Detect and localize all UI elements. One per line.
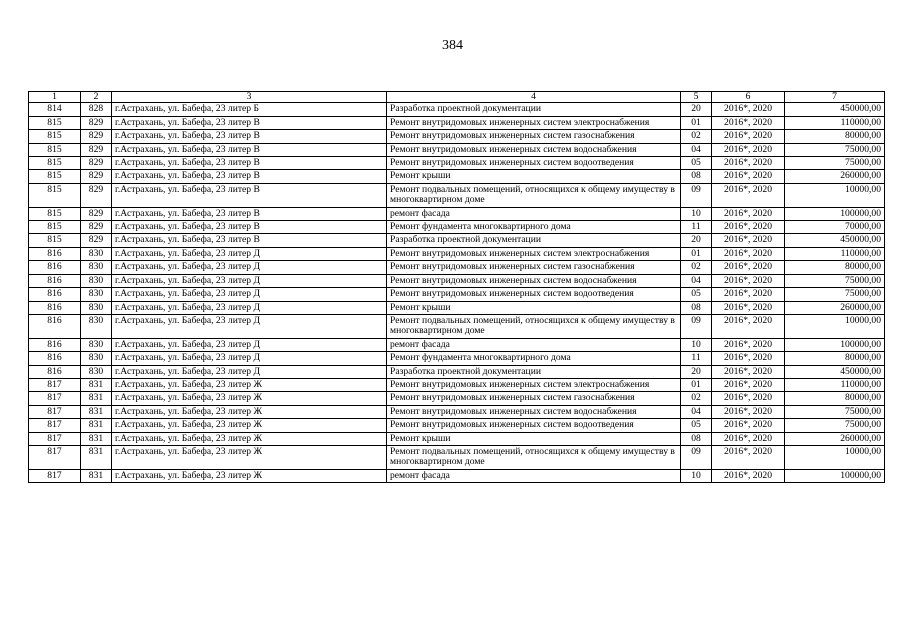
cell-address: г.Астрахань, ул. Бабефа, 23 литер В — [112, 157, 387, 170]
cell-years: 2016*, 2020 — [712, 469, 785, 482]
cell-address: г.Астрахань, ул. Бабефа, 23 литер Д — [112, 352, 387, 365]
cell-address: г.Астрахань, ул. Бабефа, 23 литер В — [112, 170, 387, 183]
cell-address: г.Астрахань, ул. Бабефа, 23 литер В — [112, 143, 387, 156]
cell-row-number: 817 — [29, 432, 81, 445]
cell-row-number: 815 — [29, 157, 81, 170]
cell-years: 2016*, 2020 — [712, 314, 785, 338]
cell-row-number: 815 — [29, 207, 81, 220]
cell-address: г.Астрахань, ул. Бабефа, 23 литер В — [112, 183, 387, 207]
cell-row-number: 815 — [29, 116, 81, 129]
cell-house-id: 829 — [81, 143, 112, 156]
cell-address: г.Астрахань, ул. Бабефа, 23 литер Ж — [112, 392, 387, 405]
table-body — [29, 92, 885, 483]
cell-work-type: Ремонт фундамента многоквартирного дома — [387, 352, 681, 365]
table-row — [29, 157, 885, 170]
header-cell: 3 — [112, 92, 387, 103]
cell-row-number: 815 — [29, 183, 81, 207]
cell-address: г.Астрахань, ул. Бабефа, 23 литер Ж — [112, 419, 387, 432]
cell-cost: 110000,00 — [785, 378, 885, 391]
table-row — [29, 103, 885, 116]
cell-work-type: Ремонт внутридомовых инженерных систем газоснабжения — [387, 261, 681, 274]
cell-work-type: Разработка проектной документации — [387, 365, 681, 378]
cell-cost: 80000,00 — [785, 130, 885, 143]
cell-work-code: 04 — [681, 274, 712, 287]
table-row — [29, 419, 885, 432]
table-row — [29, 469, 885, 482]
cell-cost: 75000,00 — [785, 274, 885, 287]
cell-house-id: 831 — [81, 405, 112, 418]
cell-house-id: 829 — [81, 170, 112, 183]
cell-row-number: 816 — [29, 365, 81, 378]
cell-house-id: 831 — [81, 445, 112, 469]
cell-years: 2016*, 2020 — [712, 419, 785, 432]
cell-work-type: Ремонт подвальных помещений, относящихся к общему имуществу в многоквартирном доме — [387, 314, 681, 338]
cell-row-number: 817 — [29, 392, 81, 405]
cell-row-number: 815 — [29, 221, 81, 234]
cell-house-id: 830 — [81, 261, 112, 274]
cell-work-code: 05 — [681, 419, 712, 432]
table-row — [29, 130, 885, 143]
cell-work-code: 10 — [681, 207, 712, 220]
cell-work-type: ремонт фасада — [387, 469, 681, 482]
cell-address: г.Астрахань, ул. Бабефа, 23 литер Ж — [112, 405, 387, 418]
table-row — [29, 432, 885, 445]
table-row — [29, 221, 885, 234]
cell-house-id: 831 — [81, 432, 112, 445]
cell-years: 2016*, 2020 — [712, 247, 785, 260]
cell-work-type: Ремонт внутридомовых инженерных систем водоснабжения — [387, 143, 681, 156]
cell-row-number: 817 — [29, 419, 81, 432]
table-row — [29, 338, 885, 351]
cell-address: г.Астрахань, ул. Бабефа, 23 литер В — [112, 221, 387, 234]
cell-cost: 100000,00 — [785, 469, 885, 482]
cell-row-number: 815 — [29, 130, 81, 143]
cell-work-code: 04 — [681, 143, 712, 156]
cell-cost: 110000,00 — [785, 116, 885, 129]
cell-house-id: 830 — [81, 288, 112, 301]
cell-years: 2016*, 2020 — [712, 116, 785, 129]
table-row — [29, 261, 885, 274]
table-row — [29, 301, 885, 314]
cell-work-code: 11 — [681, 352, 712, 365]
cell-cost: 75000,00 — [785, 405, 885, 418]
cell-years: 2016*, 2020 — [712, 365, 785, 378]
cell-cost: 75000,00 — [785, 143, 885, 156]
cell-years: 2016*, 2020 — [712, 301, 785, 314]
table-row — [29, 116, 885, 129]
cell-address: г.Астрахань, ул. Бабефа, 23 литер Д — [112, 247, 387, 260]
cell-work-type: Ремонт подвальных помещений, относящихся к общему имуществу в многоквартирном доме — [387, 445, 681, 469]
cell-work-type: Ремонт внутридомовых инженерных систем водоснабжения — [387, 405, 681, 418]
cell-cost: 450000,00 — [785, 234, 885, 247]
cell-address: г.Астрахань, ул. Бабефа, 23 литер Д — [112, 274, 387, 287]
table-row — [29, 392, 885, 405]
cell-work-code: 20 — [681, 365, 712, 378]
cell-years: 2016*, 2020 — [712, 261, 785, 274]
cell-house-id: 831 — [81, 392, 112, 405]
cell-cost: 80000,00 — [785, 261, 885, 274]
cell-work-type: ремонт фасада — [387, 338, 681, 351]
cell-work-type: Ремонт крыши — [387, 301, 681, 314]
cell-work-code: 08 — [681, 170, 712, 183]
cell-address: г.Астрахань, ул. Бабефа, 23 литер Ж — [112, 378, 387, 391]
cell-years: 2016*, 2020 — [712, 274, 785, 287]
cell-house-id: 829 — [81, 116, 112, 129]
cell-work-code: 02 — [681, 392, 712, 405]
cell-address: г.Астрахань, ул. Бабефа, 23 литер В — [112, 207, 387, 220]
cell-years: 2016*, 2020 — [712, 221, 785, 234]
cell-row-number: 816 — [29, 314, 81, 338]
cell-house-id: 828 — [81, 103, 112, 116]
cell-years: 2016*, 2020 — [712, 378, 785, 391]
cell-address: г.Астрахань, ул. Бабефа, 23 литер В — [112, 234, 387, 247]
cell-years: 2016*, 2020 — [712, 157, 785, 170]
header-cell: 2 — [81, 92, 112, 103]
cell-row-number: 815 — [29, 143, 81, 156]
cell-house-id: 830 — [81, 365, 112, 378]
cell-years: 2016*, 2020 — [712, 352, 785, 365]
cell-work-type: Ремонт внутридомовых инженерных систем газоснабжения — [387, 130, 681, 143]
cell-house-id: 829 — [81, 207, 112, 220]
cell-address: г.Астрахань, ул. Бабефа, 23 литер Д — [112, 288, 387, 301]
table-row — [29, 365, 885, 378]
cell-cost: 110000,00 — [785, 247, 885, 260]
table-row — [29, 352, 885, 365]
cell-cost: 450000,00 — [785, 365, 885, 378]
cell-house-id: 831 — [81, 419, 112, 432]
cell-years: 2016*, 2020 — [712, 170, 785, 183]
table-row — [29, 234, 885, 247]
cell-row-number: 816 — [29, 288, 81, 301]
cell-work-code: 08 — [681, 432, 712, 445]
cell-work-type: Разработка проектной документации — [387, 234, 681, 247]
cell-work-type: Ремонт внутридомовых инженерных систем электроснабжения — [387, 116, 681, 129]
cell-row-number: 814 — [29, 103, 81, 116]
cell-work-code: 09 — [681, 445, 712, 469]
cell-work-type: Ремонт крыши — [387, 432, 681, 445]
cell-address: г.Астрахань, ул. Бабефа, 23 литер Ж — [112, 469, 387, 482]
cell-row-number: 815 — [29, 234, 81, 247]
cell-work-type: Ремонт внутридомовых инженерных систем электроснабжения — [387, 247, 681, 260]
cell-house-id: 829 — [81, 183, 112, 207]
cell-work-code: 01 — [681, 378, 712, 391]
cell-address: г.Астрахань, ул. Бабефа, 23 литер Ж — [112, 432, 387, 445]
cell-years: 2016*, 2020 — [712, 338, 785, 351]
cell-work-type: Ремонт подвальных помещений, относящихся к общему имуществу в многоквартирном доме — [387, 183, 681, 207]
cell-cost: 260000,00 — [785, 432, 885, 445]
cell-work-type: Ремонт внутридомовых инженерных систем газоснабжения — [387, 392, 681, 405]
cell-years: 2016*, 2020 — [712, 288, 785, 301]
cell-work-code: 08 — [681, 301, 712, 314]
header-cell: 5 — [681, 92, 712, 103]
cell-years: 2016*, 2020 — [712, 392, 785, 405]
cell-work-code: 20 — [681, 103, 712, 116]
cell-work-code: 02 — [681, 261, 712, 274]
cell-house-id: 830 — [81, 247, 112, 260]
cell-address: г.Астрахань, ул. Бабефа, 23 литер Д — [112, 365, 387, 378]
cell-house-id: 830 — [81, 338, 112, 351]
cell-work-type: Ремонт внутридомовых инженерных систем электроснабжения — [387, 378, 681, 391]
cell-work-type: ремонт фасада — [387, 207, 681, 220]
cell-years: 2016*, 2020 — [712, 207, 785, 220]
cell-row-number: 816 — [29, 247, 81, 260]
cell-address: г.Астрахань, ул. Бабефа, 23 литер Ж — [112, 445, 387, 469]
cell-work-code: 09 — [681, 183, 712, 207]
cell-work-type: Ремонт внутридомовых инженерных систем водоснабжения — [387, 274, 681, 287]
works-register-table — [28, 91, 885, 483]
cell-years: 2016*, 2020 — [712, 130, 785, 143]
cell-work-type: Ремонт крыши — [387, 170, 681, 183]
cell-address: г.Астрахань, ул. Бабефа, 23 литер Д — [112, 314, 387, 338]
cell-years: 2016*, 2020 — [712, 183, 785, 207]
cell-cost: 10000,00 — [785, 314, 885, 338]
table-row — [29, 247, 885, 260]
cell-work-code: 02 — [681, 130, 712, 143]
cell-house-id: 831 — [81, 469, 112, 482]
cell-row-number: 817 — [29, 378, 81, 391]
cell-cost: 100000,00 — [785, 207, 885, 220]
cell-cost: 260000,00 — [785, 170, 885, 183]
header-cell: 7 — [785, 92, 885, 103]
cell-house-id: 829 — [81, 157, 112, 170]
cell-work-code: 01 — [681, 247, 712, 260]
cell-years: 2016*, 2020 — [712, 445, 785, 469]
cell-row-number: 816 — [29, 261, 81, 274]
cell-work-code: 09 — [681, 314, 712, 338]
table-row — [29, 288, 885, 301]
cell-address: г.Астрахань, ул. Бабефа, 23 литер Д — [112, 301, 387, 314]
cell-work-type: Ремонт внутридомовых инженерных систем водоотведения — [387, 419, 681, 432]
cell-years: 2016*, 2020 — [712, 234, 785, 247]
table-row — [29, 378, 885, 391]
cell-work-code: 10 — [681, 338, 712, 351]
cell-row-number: 816 — [29, 274, 81, 287]
table-row — [29, 445, 885, 469]
header-cell: 4 — [387, 92, 681, 103]
cell-work-type: Ремонт внутридомовых инженерных систем водоотведения — [387, 288, 681, 301]
cell-house-id: 830 — [81, 301, 112, 314]
cell-years: 2016*, 2020 — [712, 143, 785, 156]
table-row — [29, 170, 885, 183]
cell-cost: 450000,00 — [785, 103, 885, 116]
table-row — [29, 207, 885, 220]
cell-cost: 80000,00 — [785, 392, 885, 405]
cell-work-code: 20 — [681, 234, 712, 247]
cell-cost: 100000,00 — [785, 338, 885, 351]
cell-work-code: 05 — [681, 288, 712, 301]
header-cell: 6 — [712, 92, 785, 103]
cell-work-code: 10 — [681, 469, 712, 482]
cell-house-id: 830 — [81, 352, 112, 365]
cell-house-id: 829 — [81, 130, 112, 143]
cell-years: 2016*, 2020 — [712, 405, 785, 418]
cell-house-id: 830 — [81, 314, 112, 338]
cell-address: г.Астрахань, ул. Бабефа, 23 литер Д — [112, 338, 387, 351]
cell-row-number: 817 — [29, 405, 81, 418]
cell-work-code: 11 — [681, 221, 712, 234]
table-row — [29, 274, 885, 287]
cell-cost: 70000,00 — [785, 221, 885, 234]
cell-work-code: 04 — [681, 405, 712, 418]
cell-row-number: 817 — [29, 469, 81, 482]
cell-cost: 75000,00 — [785, 419, 885, 432]
cell-work-type: Ремонт фундамента многоквартирного дома — [387, 221, 681, 234]
cell-house-id: 829 — [81, 221, 112, 234]
table-header-row — [29, 92, 885, 103]
page-number: 384 — [442, 38, 463, 53]
cell-address: г.Астрахань, ул. Бабефа, 23 литер В — [112, 116, 387, 129]
table-row — [29, 143, 885, 156]
cell-work-type: Разработка проектной документации — [387, 103, 681, 116]
cell-row-number: 816 — [29, 301, 81, 314]
cell-row-number: 817 — [29, 445, 81, 469]
table-row — [29, 405, 885, 418]
cell-cost: 260000,00 — [785, 301, 885, 314]
cell-address: г.Астрахань, ул. Бабефа, 23 литер Б — [112, 103, 387, 116]
cell-house-id: 829 — [81, 234, 112, 247]
cell-row-number: 816 — [29, 338, 81, 351]
cell-cost: 10000,00 — [785, 183, 885, 207]
cell-house-id: 831 — [81, 378, 112, 391]
cell-cost: 80000,00 — [785, 352, 885, 365]
cell-cost: 75000,00 — [785, 157, 885, 170]
cell-work-code: 01 — [681, 116, 712, 129]
table-row — [29, 183, 885, 207]
header-cell: 1 — [29, 92, 81, 103]
cell-work-code: 05 — [681, 157, 712, 170]
cell-years: 2016*, 2020 — [712, 432, 785, 445]
cell-years: 2016*, 2020 — [712, 103, 785, 116]
cell-row-number: 816 — [29, 352, 81, 365]
cell-cost: 10000,00 — [785, 445, 885, 469]
cell-address: г.Астрахань, ул. Бабефа, 23 литер В — [112, 130, 387, 143]
cell-house-id: 830 — [81, 274, 112, 287]
cell-work-type: Ремонт внутридомовых инженерных систем водоотведения — [387, 157, 681, 170]
table-row — [29, 314, 885, 338]
cell-address: г.Астрахань, ул. Бабефа, 23 литер Д — [112, 261, 387, 274]
cell-row-number: 815 — [29, 170, 81, 183]
cell-cost: 75000,00 — [785, 288, 885, 301]
